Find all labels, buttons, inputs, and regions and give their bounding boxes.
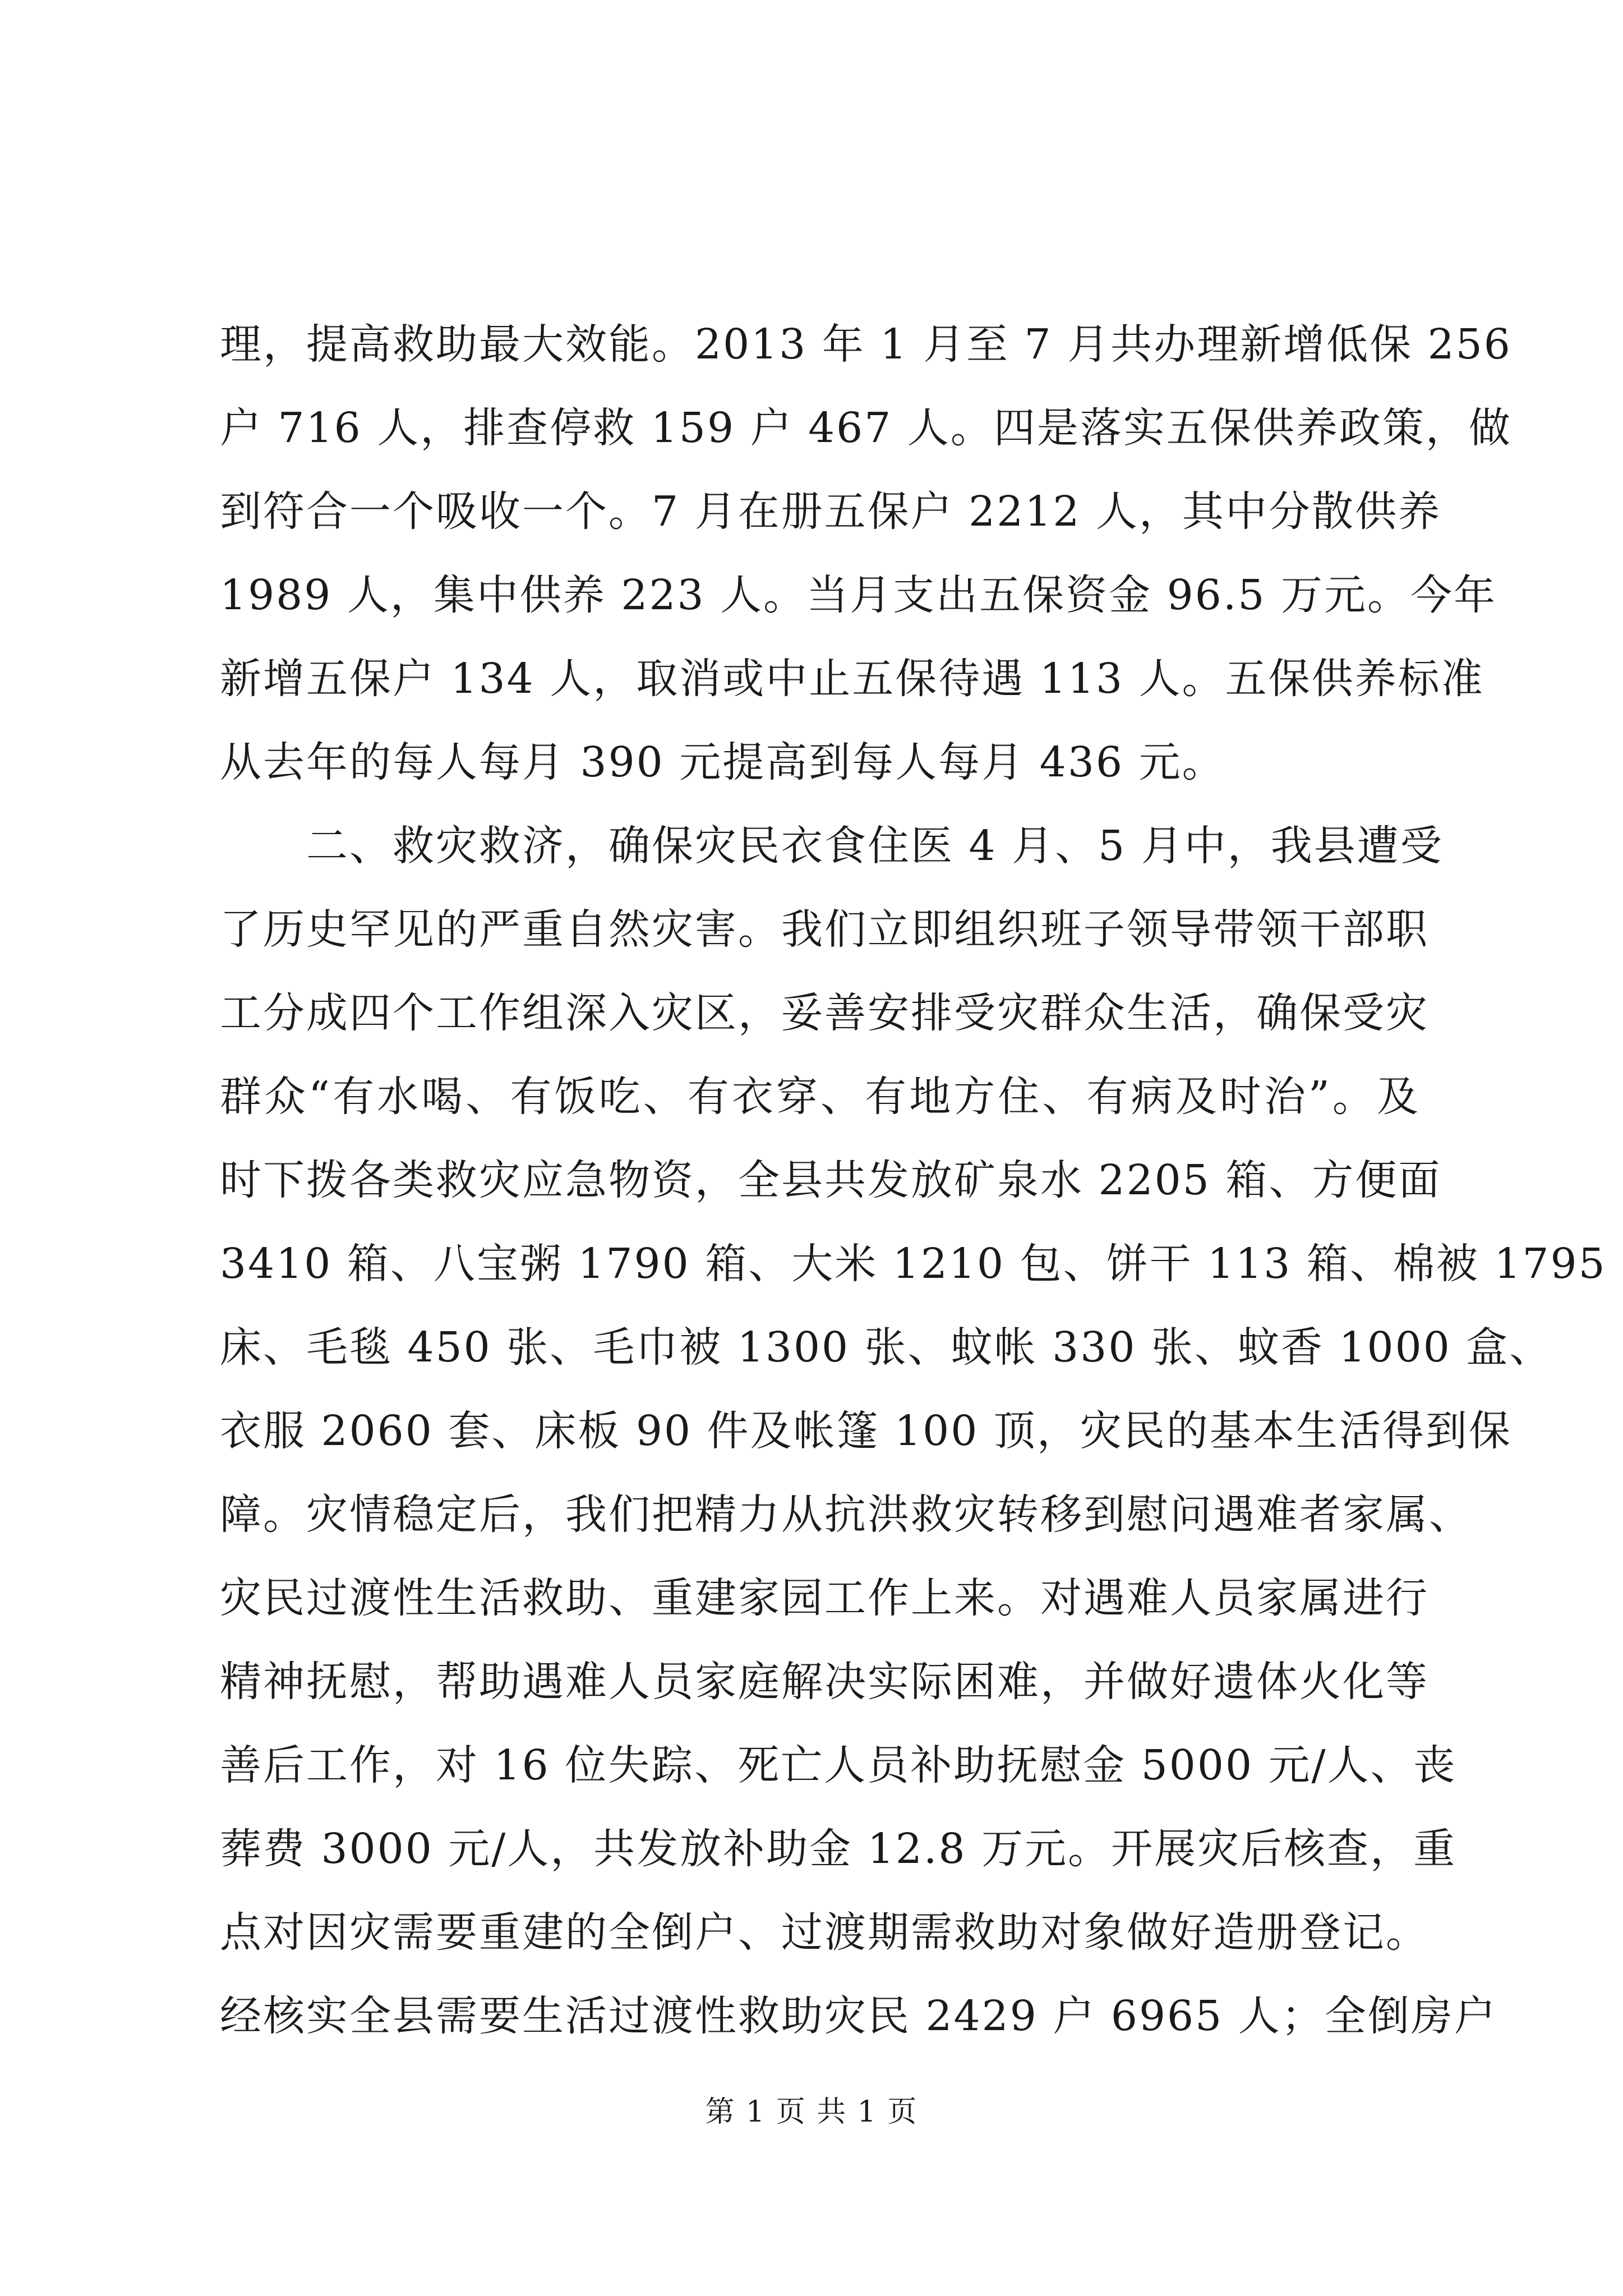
text-line: 户 716 人，排查停救 159 户 467 人。四是落实五保供养政策，做 <box>220 404 1512 452</box>
text-line: 工分成四个工作组深入灾区，妥善安排受灾群众生活，确保受灾 <box>220 989 1429 1037</box>
text-line: 1989 人，集中供养 223 人。当月支出五保资金 96.5 万元。今年 <box>220 571 1497 619</box>
text-line: 善后工作，对 16 位失踪、死亡人员补助抚慰金 5000 元/人、丧 <box>220 1741 1457 1789</box>
text-line: 障。灾情稳定后，我们把精力从抗洪救灾转移到慰问遇难者家属、 <box>220 1490 1472 1539</box>
text-line: 灾民过渡性生活救助、重建家园工作上来。对遇难人员家属进行 <box>220 1574 1429 1622</box>
text-line: 时下拨各类救灾应急物资，全县共发放矿泉水 2205 箱、方便面 <box>220 1156 1442 1204</box>
page-number-footer: 第 1 页 共 1 页 <box>705 2095 918 2129</box>
text-line: 新增五保户 134 人，取消或中止五保待遇 113 人。五保供养标准 <box>220 655 1484 703</box>
text-line: 3410 箱、八宝粥 1790 箱、大米 1210 包、饼干 113 箱、棉被 1795 <box>220 1240 1607 1288</box>
text-line: 葬费 3000 元/人，共发放补助金 12.8 万元。开展灾后核查，重 <box>220 1825 1457 1873</box>
text-line: 理，提高救助最大效能。2013 年 1 月至 7 月共办理新增低保 256 <box>220 320 1512 369</box>
text-line: 精神抚慰，帮助遇难人员家庭解决实际困难，并做好遗体火化等 <box>220 1658 1429 1706</box>
text-line: 从去年的每人每月 390 元提高到每人每月 436 元。 <box>220 738 1225 786</box>
text-line: 衣服 2060 套、床板 90 件及帐篷 100 顶，灾民的基本生活得到保 <box>220 1407 1512 1455</box>
text-line: 点对因灾需要重建的全倒户、过渡期需救助对象做好造册登记。 <box>220 1908 1429 1957</box>
text-line: 了历史罕见的严重自然灾害。我们立即组织班子领导带领干部职 <box>220 905 1429 954</box>
text-line: 经核实全县需要生活过渡性救助灾民 2429 户 6965 人；全倒房户 <box>220 1992 1497 2040</box>
body-text <box>220 303 1607 2058</box>
text-line: 群众“有水喝、有饭吃、有衣穿、有地方住、有病及时治”。及 <box>220 1073 1420 1121</box>
text-line: 到符合一个吸收一个。7 月在册五保户 2212 人，其中分散供养 <box>220 487 1441 536</box>
text-line: 床、毛毯 450 张、毛巾被 1300 张、蚊帐 330 张、蚊香 1000 盒、 <box>220 1323 1553 1372</box>
text-line: 二、救灾救济，确保灾民衣食住医 4 月、5 月中，我县遭受 <box>220 822 1444 870</box>
